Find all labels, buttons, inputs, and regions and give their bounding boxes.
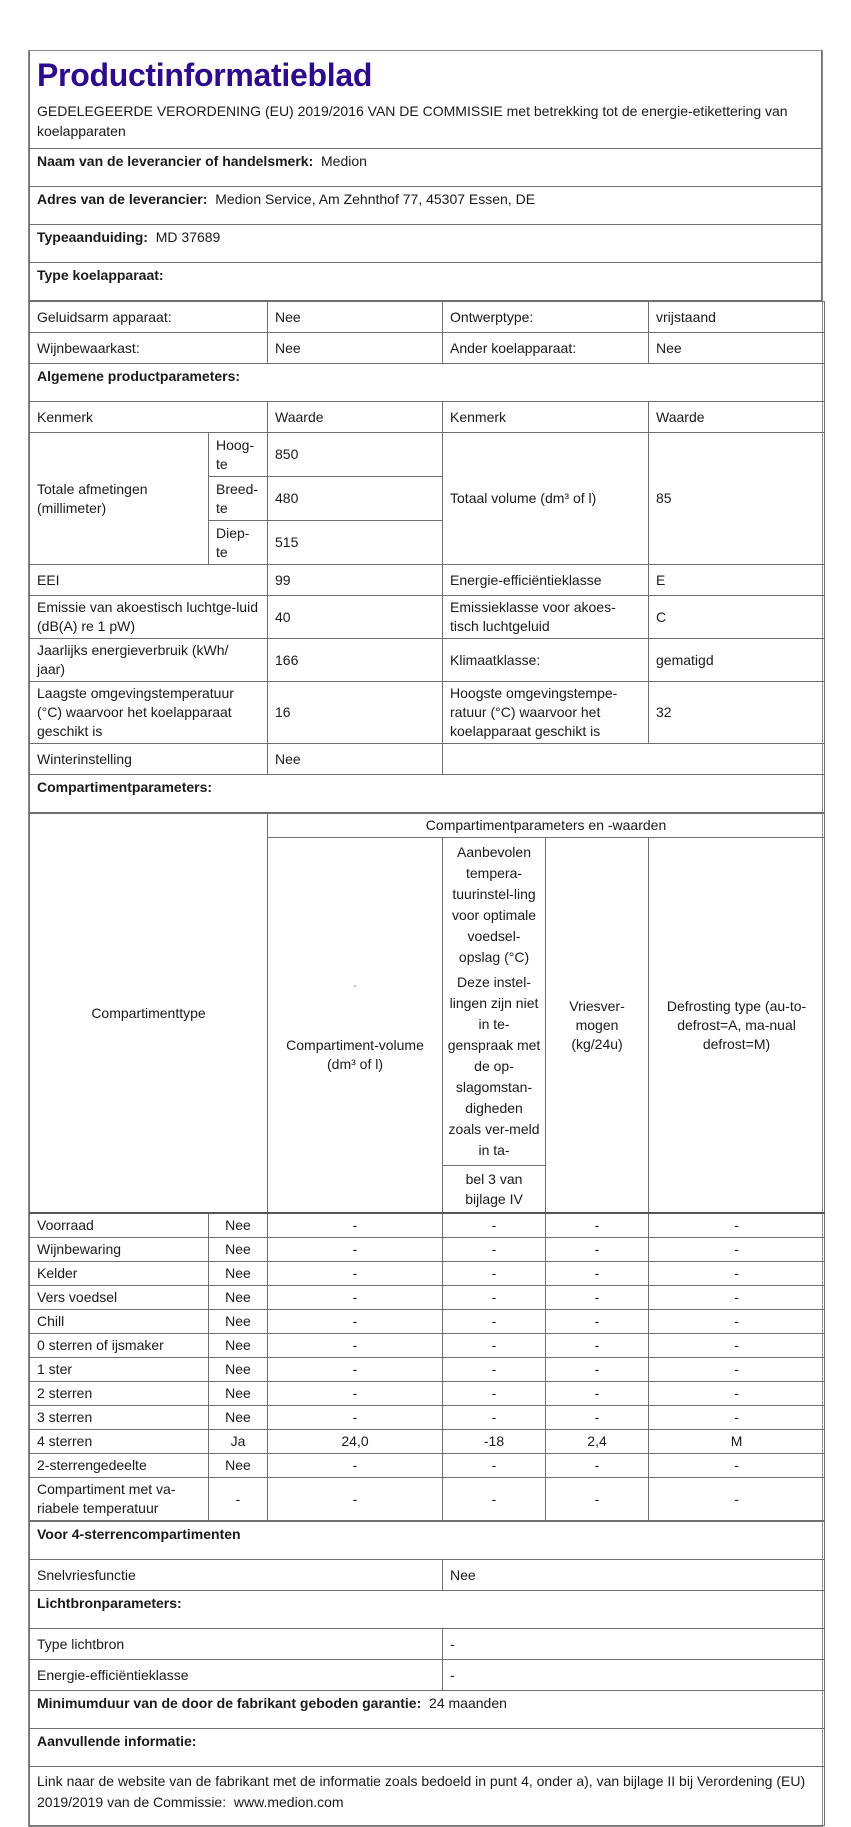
cell-defrost: - <box>649 1358 825 1382</box>
cell-type: 2-sterrengedeelte <box>30 1454 209 1478</box>
product-information-sheet <box>28 50 823 1827</box>
light-heading: Lichtbronparameters: <box>30 1591 825 1629</box>
bottom-table <box>29 1521 825 1826</box>
cell-type: Chill <box>30 1310 209 1334</box>
cell: Jaarlijks energieverbruik (kWh/ jaar) <box>30 639 268 682</box>
general-table <box>29 301 825 813</box>
cell-freeze: - <box>546 1310 649 1334</box>
height-value: 850 <box>268 433 443 477</box>
cell-temp: - <box>443 1213 546 1238</box>
cell-volume: - <box>268 1334 443 1358</box>
cell-temp: - <box>443 1334 546 1358</box>
cell: Emissieklasse voor akoes-tisch luchtgeluid <box>443 596 649 639</box>
cell-defrost: - <box>649 1406 825 1430</box>
table-row <box>30 333 825 364</box>
cell-present: Nee <box>209 1238 268 1262</box>
cell: E <box>649 565 825 596</box>
cell-temp: - <box>443 1286 546 1310</box>
compartments-heading: Compartimentparameters: <box>30 775 825 813</box>
cell-temp: - <box>443 1262 546 1286</box>
col-temperature: Aanbevolen tempera-tuurinstel-ling voor optimale voedsel-opslag (°C) Deze instel-lingen zijn niet in te-genspraak met de op-slagomstan-digheden zoals ver-meld in ta- <box>443 838 546 1166</box>
cell-freeze: - <box>546 1454 649 1478</box>
depth-label: Diep-te <box>209 521 268 565</box>
cell-present: Nee <box>209 1213 268 1238</box>
table-row <box>30 1430 825 1454</box>
header-table <box>29 51 822 301</box>
table-row <box>30 744 825 775</box>
light-class-label: Energie-efficiëntieklasse <box>30 1660 443 1691</box>
col-compartment-type: Compartimenttype <box>30 814 268 1214</box>
cell-defrost: - <box>649 1310 825 1334</box>
table-row <box>30 639 825 682</box>
volume-dash: - <box>353 980 357 992</box>
cell: vrijstaand <box>649 302 825 333</box>
height-label: Hoog-te <box>209 433 268 477</box>
cell: 166 <box>268 639 443 682</box>
cell-type: 0 sterren of ijsmaker <box>30 1334 209 1358</box>
cell-type: Wijnbewaring <box>30 1238 209 1262</box>
table-row <box>30 1262 825 1286</box>
cell-present: Nee <box>209 1262 268 1286</box>
col-temperature-cont: bel 3 van bijlage IV <box>443 1166 546 1214</box>
cell-present: Nee <box>209 1286 268 1310</box>
col-waarde: Waarde <box>649 402 825 433</box>
cell: 16 <box>268 682 443 744</box>
additional-info: Link naar de website van de fabrikant met de informatie zoals bedoeld in punt 4, onder a), van bijlage II bij Verordening (EU) 2019/2019 van de Commissie: www.medion.com <box>30 1767 825 1826</box>
light-type-value: - <box>443 1629 825 1660</box>
col-kenmerk: Kenmerk <box>30 402 268 433</box>
cell-defrost: - <box>649 1454 825 1478</box>
cell-defrost: - <box>649 1286 825 1310</box>
volume-value: 85 <box>649 433 825 565</box>
col-defrost-type: Defrosting type (au-to-defrost=A, ma-nual defrost=M) <box>649 838 825 1214</box>
cell-freeze: 2,4 <box>546 1430 649 1454</box>
table-row <box>30 1213 825 1238</box>
cell-present: - <box>209 1478 268 1521</box>
cell-type: 3 sterren <box>30 1406 209 1430</box>
cell-freeze: - <box>546 1406 649 1430</box>
warranty-value: 24 maanden <box>429 1695 507 1711</box>
supplier-address-row <box>30 187 822 225</box>
model-row <box>30 225 822 263</box>
table-row <box>30 1238 825 1262</box>
cell: Nee <box>268 333 443 364</box>
compartments-table <box>29 813 825 1521</box>
table-row <box>30 1382 825 1406</box>
cell-present: Ja <box>209 1430 268 1454</box>
fast-freeze-label: Snelvriesfunctie <box>30 1560 443 1591</box>
cell-type: Kelder <box>30 1262 209 1286</box>
supplier-name-row <box>30 149 822 187</box>
cell-type: Vers voedsel <box>30 1286 209 1310</box>
cell-defrost: M <box>649 1430 825 1454</box>
supplier-name-label: Naam van de leverancier of handelsmerk: <box>37 153 314 169</box>
cell-type: 1 ster <box>30 1358 209 1382</box>
cell-freeze: - <box>546 1382 649 1406</box>
cell-present: Nee <box>209 1454 268 1478</box>
table-row <box>30 1286 825 1310</box>
page-title: Productinformatieblad <box>37 57 373 93</box>
cell-volume: - <box>268 1454 443 1478</box>
regulation-text: GEDELEGEERDE VERORDENING (EU) 2019/2016 VAN DE COMMISSIE met betrekking tot de energie-etikettering van koelapparaten <box>37 103 788 139</box>
cell-volume: - <box>268 1358 443 1382</box>
winter-value: Nee <box>268 744 443 775</box>
cell-temp: -18 <box>443 1430 546 1454</box>
cell-defrost: - <box>649 1382 825 1406</box>
cell-type: Voorraad <box>30 1213 209 1238</box>
supplier-name-value: Medion <box>321 153 367 169</box>
cell-temp: - <box>443 1358 546 1382</box>
warranty-label: Minimumduur van de door de fabrikant geboden garantie: <box>37 1695 422 1711</box>
cell-volume: - <box>268 1238 443 1262</box>
cell: Nee <box>268 302 443 333</box>
cell-freeze: - <box>546 1358 649 1382</box>
four-star-heading: Voor 4-sterrencompartimenten <box>30 1522 825 1560</box>
cell-volume: - <box>268 1286 443 1310</box>
appliance-type-heading: Type koelapparaat: <box>30 263 822 301</box>
cell-volume: - <box>268 1213 443 1238</box>
supplier-address-value: Medion Service, Am Zehnthof 77, 45307 Essen, DE <box>215 191 536 207</box>
cell-freeze: - <box>546 1478 649 1521</box>
cell-present: Nee <box>209 1334 268 1358</box>
col-kenmerk: Kenmerk <box>443 402 649 433</box>
cell: 40 <box>268 596 443 639</box>
cell-temp: - <box>443 1310 546 1334</box>
cell-defrost: - <box>649 1334 825 1358</box>
cell-present: Nee <box>209 1382 268 1406</box>
cell-type: Compartiment met va-riabele temperatuur <box>30 1478 209 1521</box>
col-freeze-capacity: Vriesver-mogen (kg/24u) <box>546 838 649 1214</box>
cell: Laagste omgevingstemperatuur (°C) waarvoor het koelapparaat geschikt is <box>30 682 268 744</box>
cell-defrost: - <box>649 1478 825 1521</box>
model-label: Typeaanduiding: <box>37 229 148 245</box>
dimensions-label: Totale afmetingen (millimeter) <box>30 433 209 565</box>
cell-temp: - <box>443 1238 546 1262</box>
cell-temp: - <box>443 1454 546 1478</box>
table-row <box>30 1406 825 1430</box>
empty-cell <box>443 744 825 775</box>
cell-temp: - <box>443 1406 546 1430</box>
volume-label: Totaal volume (dm³ of l) <box>443 433 649 565</box>
cell: Hoogste omgevingstempe-ratuur (°C) waarvoor het koelapparaat geschikt is <box>443 682 649 744</box>
table-row <box>30 302 825 333</box>
cell-temp: - <box>443 1478 546 1521</box>
group-header: Compartimentparameters en -waarden <box>268 814 825 838</box>
col-waarde: Waarde <box>268 402 443 433</box>
general-heading: Algemene productparameters: <box>30 364 825 402</box>
table-row <box>30 682 825 744</box>
cell: gematigd <box>649 639 825 682</box>
model-value: MD 37689 <box>155 229 221 245</box>
cell-temp: - <box>443 1382 546 1406</box>
table-header-row <box>30 402 825 433</box>
cell-volume: 24,0 <box>268 1430 443 1454</box>
cell-type: 4 sterren <box>30 1430 209 1454</box>
cell: Wijnbewaarkast: <box>30 333 268 364</box>
table-row <box>30 1454 825 1478</box>
warranty-row <box>30 1691 825 1729</box>
cell-freeze: - <box>546 1262 649 1286</box>
manufacturer-link[interactable]: www.medion.com <box>233 1794 344 1810</box>
cell-defrost: - <box>649 1213 825 1238</box>
cell-type: 2 sterren <box>30 1382 209 1406</box>
cell-volume: - <box>268 1310 443 1334</box>
light-class-value: - <box>443 1660 825 1691</box>
cell-present: Nee <box>209 1310 268 1334</box>
width-value: 480 <box>268 477 443 521</box>
cell-freeze: - <box>546 1334 649 1358</box>
width-label: Breed-te <box>209 477 268 521</box>
fast-freeze-value: Nee <box>443 1560 825 1591</box>
cell-freeze: - <box>546 1238 649 1262</box>
cell: Ander koelapparaat: <box>443 333 649 364</box>
cell-defrost: - <box>649 1262 825 1286</box>
cell: Emissie van akoestisch luchtge-luid (dB(A) re 1 pW) <box>30 596 268 639</box>
winter-label: Winterinstelling <box>30 744 268 775</box>
cell-volume: - <box>268 1262 443 1286</box>
cell: EEI <box>30 565 268 596</box>
cell-volume: - <box>268 1382 443 1406</box>
cell-defrost: - <box>649 1238 825 1262</box>
cell: 99 <box>268 565 443 596</box>
cell-volume: - <box>268 1478 443 1521</box>
light-type-label: Type lichtbron <box>30 1629 443 1660</box>
cell: Geluidsarm apparaat: <box>30 302 268 333</box>
cell: Nee <box>649 333 825 364</box>
table-row <box>30 565 825 596</box>
table-row <box>30 1478 825 1521</box>
col-volume: - Compartiment-volume (dm³ of l) <box>268 838 443 1214</box>
table-row <box>30 596 825 639</box>
cell-present: Nee <box>209 1406 268 1430</box>
table-row <box>30 1334 825 1358</box>
cell-present: Nee <box>209 1358 268 1382</box>
cell-volume: - <box>268 1406 443 1430</box>
cell: Ontwerptype: <box>443 302 649 333</box>
cell: C <box>649 596 825 639</box>
table-row <box>30 1310 825 1334</box>
additional-heading: Aanvullende informatie: <box>30 1729 825 1767</box>
depth-value: 515 <box>268 521 443 565</box>
cell-freeze: - <box>546 1213 649 1238</box>
supplier-address-label: Adres van de leverancier: <box>37 191 208 207</box>
cell: 32 <box>649 682 825 744</box>
cell: Energie-efficiëntieklasse <box>443 565 649 596</box>
cell: Klimaatklasse: <box>443 639 649 682</box>
cell-freeze: - <box>546 1286 649 1310</box>
table-row <box>30 1358 825 1382</box>
